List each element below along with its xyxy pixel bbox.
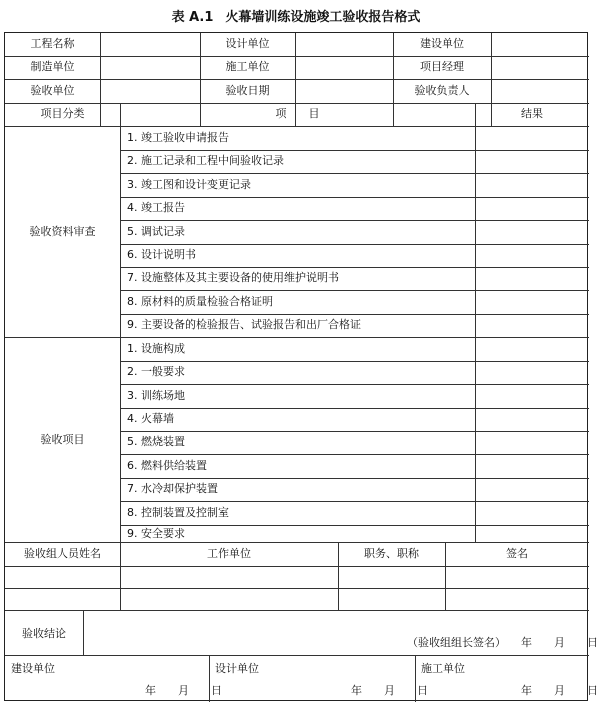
footer-builder-date: 年 月 日 [521,684,598,697]
row-divider [120,290,589,291]
row-divider [120,384,589,385]
list-item: 8. 原材料的质量检验合格证明 [127,295,273,308]
list-item: 1. 设施构成 [127,342,185,355]
row-divider [120,454,589,455]
row-divider [120,197,589,198]
row-divider [5,126,589,127]
list-item: 4. 竣工报告 [127,201,185,214]
row-divider [120,220,589,221]
section-category: 验收项目 [40,433,85,446]
column-divider [120,103,121,542]
result-column-header: 结果 [521,107,543,120]
project-name-label: 工程名称 [30,37,75,50]
footer-design-label: 设计单位 [215,662,259,675]
leader-signature-label: （验收组组长签名） [407,636,506,649]
row-divider [120,478,589,479]
row-divider [120,150,589,151]
item-column-header: 项 目 [275,107,320,120]
design-unit-label: 设计单位 [225,37,270,50]
list-item: 3. 训练场地 [127,389,185,402]
row-divider [120,267,589,268]
list-item: 1. 竣工验收申请报告 [127,131,229,144]
acceptance-report-form [4,32,598,701]
row-divider [120,431,589,432]
footer-owner-date: 年 月 日 [145,684,222,697]
table-number: 表 A.1 [171,10,214,25]
list-item: 2. 一般要求 [127,365,185,378]
member-name-header: 验收组人员姓名 [24,547,101,560]
list-item: 3. 竣工图和设计变更记录 [127,178,251,191]
list-item: 7. 设施整体及其主要设备的使用维护说明书 [127,271,339,284]
row-divider [120,244,589,245]
table-title: 火幕墙训练设施竣工验收报告格式 [225,10,421,25]
row-divider [5,655,589,656]
category-column-header: 项目分类 [40,107,85,120]
row-divider [120,408,589,409]
row-divider [5,103,589,104]
list-item: 5. 调试记录 [127,225,185,238]
section-divider [5,542,589,543]
row-divider [120,173,589,174]
list-item: 9. 安全要求 [127,527,185,540]
row-divider [5,566,589,567]
row-divider [5,588,589,589]
project-manager-label: 项目经理 [420,60,464,73]
workplace-header: 工作单位 [207,547,251,560]
column-divider [475,103,476,542]
builder-label: 施工单位 [225,60,270,73]
list-item: 2. 施工记录和工程中间验收记录 [127,154,284,167]
section-divider [5,337,589,338]
conclusion-label: 验收结论 [22,627,66,640]
acceptance-lead-label: 验收负责人 [414,84,470,97]
row-divider [120,525,589,526]
manufacturer-label: 制造单位 [30,60,75,73]
row-divider [5,610,589,611]
position-header: 职务、职称 [364,547,419,560]
list-item: 8. 控制装置及控制室 [127,506,229,519]
footer-builder-label: 施工单位 [421,662,465,675]
signature-header: 签名 [506,547,528,560]
row-divider [5,56,589,57]
row-divider [5,79,589,80]
section-category: 验收资料审查 [29,225,96,238]
list-item: 9. 主要设备的检验报告、试验报告和出厂合格证 [127,318,361,331]
acceptance-unit-label: 验收单位 [30,84,75,97]
footer-design-date: 年 月 日 [351,684,428,697]
footer-owner-label: 建设单位 [11,662,55,675]
conclusion-date: 年 月 日 [521,636,598,649]
list-item: 7. 水冷却保护装置 [127,482,218,495]
list-item: 4. 火幕墙 [127,412,174,425]
page-title [0,6,592,25]
list-item: 6. 燃料供给装置 [127,459,207,472]
row-divider [120,501,589,502]
column-divider [83,610,84,655]
list-item: 5. 燃烧装置 [127,435,185,448]
acceptance-date-label: 验收日期 [225,84,270,97]
row-divider [120,361,589,362]
row-divider [120,314,589,315]
list-item: 6. 设计说明书 [127,248,196,261]
owner-unit-label: 建设单位 [420,37,464,50]
